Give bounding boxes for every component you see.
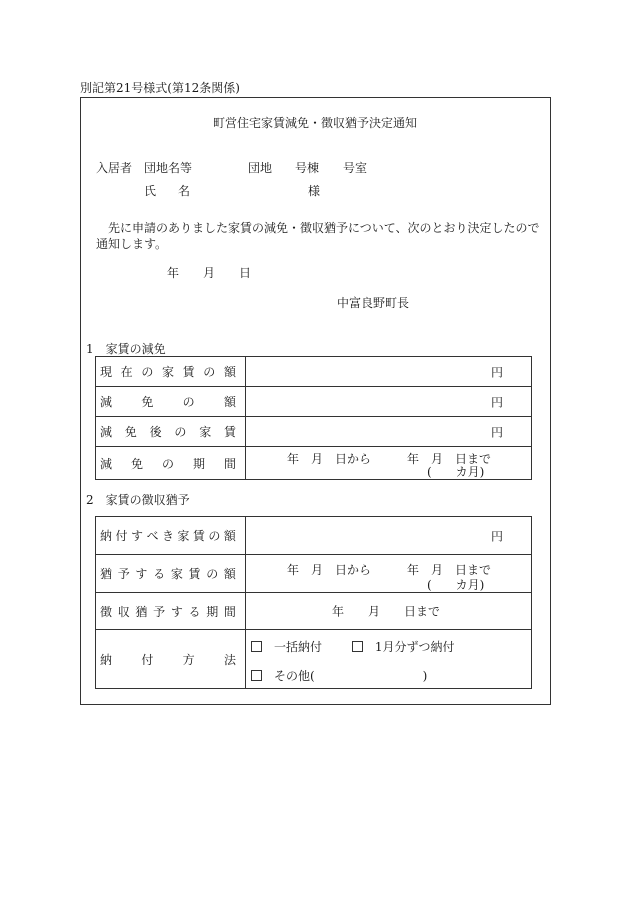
name-label-shi: 氏 bbox=[144, 184, 157, 198]
label-char: 減 bbox=[100, 456, 113, 471]
label-char: の bbox=[141, 365, 154, 379]
danchi-name-label: 団地名等 bbox=[144, 161, 193, 175]
payment-method-label bbox=[96, 630, 246, 689]
payment-method-field bbox=[246, 630, 532, 689]
yen-unit: 円 bbox=[490, 365, 503, 379]
monthly-option[interactable]: 1月分ずつ納付 bbox=[352, 640, 455, 654]
label-char: す bbox=[130, 529, 143, 543]
reduction-period-label bbox=[96, 447, 246, 480]
checkbox-icon[interactable] bbox=[251, 641, 262, 652]
label-char: 額 bbox=[223, 529, 236, 543]
deferred-rent-field[interactable] bbox=[246, 555, 532, 593]
label-char: の bbox=[208, 529, 221, 543]
label-char: 在 bbox=[120, 365, 133, 379]
body-text-line2: 通知します。 bbox=[96, 237, 168, 251]
label-char: す bbox=[135, 567, 148, 581]
label-char: 法 bbox=[223, 652, 236, 667]
label-char: の bbox=[161, 456, 174, 471]
current-rent-label bbox=[96, 357, 246, 387]
date-month: 月 bbox=[203, 266, 216, 280]
section2-heading: 2 家賃の徴収猶予 bbox=[86, 493, 190, 507]
label-char: 付 bbox=[115, 529, 128, 543]
deferral-until: 年 月 日まで bbox=[332, 604, 441, 619]
current-rent-field[interactable] bbox=[246, 357, 532, 387]
date-day: 日 bbox=[239, 266, 252, 280]
label-char: 免 bbox=[124, 425, 137, 439]
checkbox-icon[interactable] bbox=[352, 641, 363, 652]
deferral-period-field[interactable] bbox=[246, 593, 532, 630]
label-char: 期 bbox=[192, 456, 205, 471]
lump-sum-option[interactable]: 一括納付 bbox=[251, 640, 322, 654]
label-char: 免 bbox=[130, 456, 143, 471]
rent-after-reduction-label bbox=[96, 417, 246, 447]
form-reference: 別記第21号様式(第12条関係) bbox=[80, 81, 240, 95]
name-label-mei: 名 bbox=[178, 184, 191, 198]
label-char: 収 bbox=[117, 604, 130, 619]
label-char: 期 bbox=[206, 604, 219, 619]
label-char: 家 bbox=[170, 567, 183, 581]
label-char: 額 bbox=[223, 567, 236, 581]
label-char: 賃 bbox=[182, 365, 195, 379]
yen-unit: 円 bbox=[490, 395, 503, 409]
other-option[interactable]: その他( ) bbox=[251, 669, 427, 683]
label-char: 家 bbox=[161, 365, 174, 379]
building-unit: 号棟 bbox=[295, 161, 320, 175]
period-dates: 年 月 日から 年 月 日まで bbox=[287, 452, 492, 466]
label-char: 間 bbox=[223, 456, 236, 471]
label-char: 予 bbox=[153, 604, 166, 619]
label-char: の bbox=[182, 395, 195, 409]
label-char: 猶 bbox=[135, 604, 148, 619]
yen-unit: 円 bbox=[490, 529, 503, 543]
deferral-months: ( カ月) bbox=[427, 578, 485, 592]
section1-heading: 1 家賃の減免 bbox=[86, 342, 166, 356]
danchi-unit: 団地 bbox=[248, 161, 273, 175]
label-char: 付 bbox=[141, 652, 154, 667]
date-year: 年 bbox=[167, 266, 180, 280]
label-char: 減 bbox=[100, 395, 113, 409]
addressee-prefix: 入居者 bbox=[96, 161, 133, 175]
body-text-line1: 先に申請のありました家賃の減免・徴収猶予について、次のとおり決定したので bbox=[108, 221, 540, 235]
label-char: 賃 bbox=[223, 425, 236, 439]
reduction-table bbox=[95, 356, 532, 480]
label-char: 後 bbox=[149, 425, 162, 439]
payable-rent-label bbox=[96, 517, 246, 555]
label-char: る bbox=[188, 604, 201, 619]
label-char: き bbox=[161, 529, 174, 543]
label-char: べ bbox=[146, 529, 159, 543]
room-unit: 号室 bbox=[343, 161, 368, 175]
label-char: の bbox=[203, 365, 216, 379]
reduction-amount-label bbox=[96, 387, 246, 417]
label-char: 減 bbox=[100, 425, 113, 439]
label-char: 方 bbox=[182, 652, 195, 667]
deferral-period-label bbox=[96, 593, 246, 630]
honorific: 様 bbox=[308, 184, 321, 198]
label-char: 猶 bbox=[100, 567, 113, 581]
label-char: 額 bbox=[223, 395, 236, 409]
issuer: 中富良野町長 bbox=[337, 296, 410, 310]
label-char: 賃 bbox=[192, 529, 205, 543]
label-char: 現 bbox=[100, 365, 113, 379]
notice-title: 町営住宅家賃減免・徴収猶予決定通知 bbox=[212, 116, 417, 130]
label-char: の bbox=[174, 425, 187, 439]
deferral-dates: 年 月 日から 年 月 日まで bbox=[287, 563, 492, 577]
label-char: 納 bbox=[100, 529, 113, 543]
yen-unit: 円 bbox=[490, 425, 503, 439]
label-char: 納 bbox=[100, 652, 113, 667]
label-char: 徴 bbox=[100, 604, 113, 619]
label-char: 家 bbox=[177, 529, 190, 543]
label-char: 免 bbox=[141, 395, 154, 409]
rent-after-reduction-field[interactable] bbox=[246, 417, 532, 447]
deferral-table bbox=[95, 516, 532, 689]
label-char: 額 bbox=[223, 365, 236, 379]
period-months: ( カ月) bbox=[427, 465, 485, 479]
label-char: る bbox=[153, 567, 166, 581]
payable-rent-field[interactable] bbox=[246, 517, 532, 555]
label-char: 予 bbox=[117, 567, 130, 581]
label-char: の bbox=[206, 567, 219, 581]
checkbox-icon[interactable] bbox=[251, 670, 262, 681]
reduction-amount-field[interactable] bbox=[246, 387, 532, 417]
deferred-rent-label bbox=[96, 555, 246, 593]
label-char: す bbox=[170, 604, 183, 619]
label-char: 賃 bbox=[188, 567, 201, 581]
reduction-period-field[interactable] bbox=[246, 447, 532, 480]
label-char: 家 bbox=[199, 425, 212, 439]
label-char: 間 bbox=[223, 604, 236, 619]
